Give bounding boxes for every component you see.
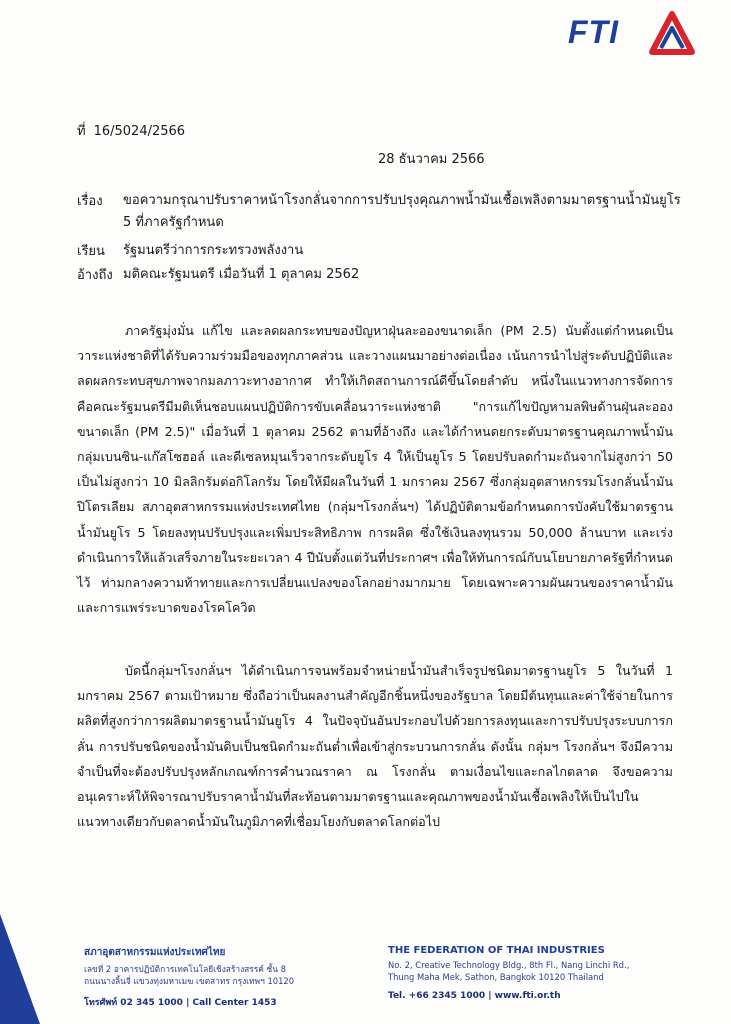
recipient-label: เรียน [77,244,105,259]
footer-english-contact: Tel. +66 2345 1000 | www.fti.or.th [388,991,561,1001]
body-paragraph-2-text: บัดนี้กลุ่มฯโรงกลั่นฯ ได้ดำเนินการจนพร้อมจำหน่ายน้ำมันสำเร็จรูปชนิดมาตรฐานยูโร 5 ในวันที่ 1 มกราคม 2567 ตามเป้าหมาย ซึ่งถือว่าเป็นผลงานสำคัญอีกชิ้นหนึ่งของรัฐบาล โดยมีต้นทุนและค่าใช้จ่ายในการผลิตที่สูงกว่าการผลิตมาตรฐานน้ำมันยูโร 4 ในปัจจุบันอันประกอบไปด้วยการลงทุนและการปรับปรุงระบบการกลั่น การปรับชนิดของน้ำมันดิบเป็นชนิดกำมะถันต่ำเพื่อเข้าสู่กระบวนการกลั่น ดังนั้น กลุ่มฯ โรงกลั่นฯ จึงมีความจำเป็นที่จะต้องปรับปรุงหลักเกณฑ์การคำนวณราคา ณ โรงกลั่น ตามเงื่อนไขและกลไกตลาด จึงขอความอนุเคราะห์ให้พิจารณาปรับราคาน้ำมันที่สะท้อนตามมาตรฐานและคุณภาพของน้ำมันเชื้อเพลิงให้เป็นไปในแนวทางเดียวกับตลาดน้ำมันในภูมิภาคที่เชื่อมโยงกับตลาดโลกต่อไป [77,663,673,830]
footer-english-address-1: No. 2, Creative Technology Bldg., 8th Fl., Nang Linchi Rd., [388,960,630,970]
footer-thai [84,945,294,1009]
reference-row [77,264,723,286]
body-paragraph-2 [77,658,673,834]
footer-thai-address-2: ถนนนางลิ้นจี่ แขวงทุ่งมหาเมฆ เขตสาทร กรุงเทพฯ 10120 [84,976,295,986]
fti-logo-text: FTI [568,14,619,50]
fti-triangle-icon [644,8,700,56]
footer-english-org: THE FEDERATION OF THAI INDUSTRIES [388,945,605,956]
refer-text: มติคณะรัฐมนตรี เมื่อวันที่ 1 ตุลาคม 2562 [123,267,360,282]
subject-text: ขอความกรุณาปรับราคาหน้าโรงกลั่นจากการปรับปรุงคุณภาพน้ำมันเชื้อเพลิงตามมาตรฐานน้ำมันยูโร 5 ที่ภาครัฐกำหนด [123,193,681,230]
fti-logo [568,8,700,56]
corner-decoration [0,914,40,1024]
footer-thai-org: สภาอุตสาหกรรมแห่งประเทศไทย [84,947,226,958]
reference-number [77,120,193,141]
reference-label: ที่ [77,124,86,139]
subject-row [77,190,683,234]
footer-thai-address-1: เลขที่ 2 อาคารปฏิบัติการเทคโนโลยีเชิงสร้างสรรค์ ชั้น 8 [84,964,286,974]
recipient-row [77,240,723,262]
recipient-text: รัฐมนตรีว่าการกระทรวงพลังงาน [123,243,304,258]
footer-thai-contact: โทรศัพท์ 02 345 1000 | Call Center 1453 [84,998,277,1008]
footer-english-address-2: Thung Maha Mek, Sathon, Bangkok 10120 Thailand [388,972,604,982]
subject-label: เรื่อง [77,194,103,209]
footer-english [388,945,629,1001]
reference-value: 16/5024/2566 [93,124,186,139]
body-paragraph-1-text: ภาครัฐมุ่งมั่น แก้ไข และลดผลกระทบของปัญหาฝุ่นละอองขนาดเล็ก (PM 2.5) นับตั้งแต่กำหนดเป็นวาระแห่งชาติที่ได้รับความร่วมมือของทุกภาคส่วน และวางแผนมาอย่างต่อเนื่อง เน้นการนำไปสู่ระดับปฏิบัติและลดผลกระทบสุขภาพจากมลภาวะทางอากาศ ทำให้เกิดสถานการณ์ดีขึ้นโดยลำดับ หนึ่งในแนวทางการจัดการ คือคณะรัฐมนตรีมีมติเห็นชอบแผนปฏิบัติการขับเคลื่อนวาระแห่งชาติ "การแก้ไขปัญหามลพิษด้านฝุ่นละอองขนาดเล็ก (PM 2.5)" เมื่อวันที่ 1 ตุลาคม 2562 ตามที่อ้างถึง และได้กำหนดยกระดับมาตรฐานคุณภาพน้ำมันกลุ่มเบนซิน-แก๊สโซฮอล์ และดีเซลหมุนเร็วจากระดับยูโร 4 ให้เป็นยูโร 5 โดยปรับลดกำมะถันจากไม่สูงกว่า 50 เป็นไม่สูงกว่า 10 มิลลิกรัมต่อกิโลกรัม โดยให้มีผลในวันที่ 1 มกราคม 2567 ซึ่งกลุ่มอุตสาหกรรมโรงกลั่นน้ำมันปิโตรเลียม สภาอุตสาหกรรมแห่งประเทศไทย (กลุ่มฯโรงกลั่นฯ) ได้ปฏิบัติตามข้อกำหนดการบังคับใช้มาตรฐานน้ำมันยูโร 5 โดยลงทุนปรับปรุงและเพิ่มประสิทธิภาพ การผลิต ซึ่งใช้เงินลงทุนรวม 50,000 ล้านบาท และเร่งดำเนินการให้แล้วเสร็จภายในระยะเวลา 4 ปีนับตั้งแต่วันที่ประกาศฯ เพื่อให้ทันการณ์กับนโยบายภาครัฐที่กำหนดไว้ ท่ามกลางความท้าทายและการเปลี่ยนแปลงของโลกอย่างมากมาย โดยเฉพาะความผันผวนของราคาน้ำมันและการแพร่ระบาดของโรคโควิด [77,323,673,616]
refer-label: อ้างถึง [77,268,113,283]
letter-date: 28 ธันวาคม 2566 [378,152,485,167]
body-paragraph-1 [77,318,673,620]
